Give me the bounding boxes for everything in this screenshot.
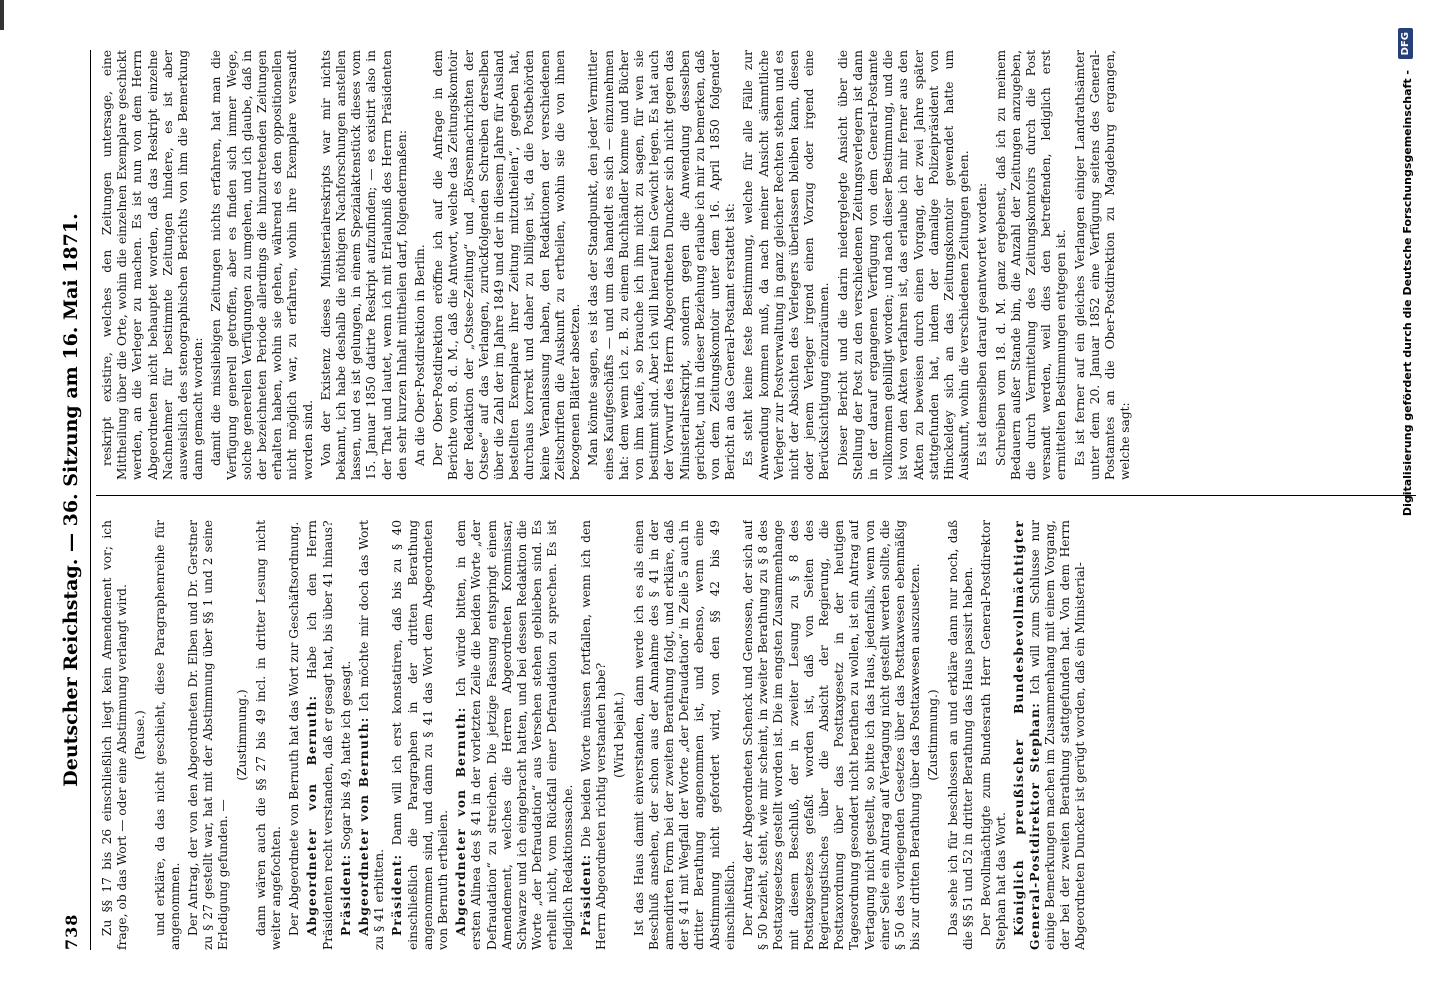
credit-text: Digitalisierung gefördert durch die Deutsche Forschungsgemeinschaft - bbox=[1401, 70, 1414, 517]
right-column bbox=[100, 50, 1400, 480]
speaker-name: Königlich preußischer Bundesbevollmächtigter General-Postdirektor Stephan: bbox=[1012, 520, 1042, 950]
body-paragraph: Der Abgeordnete von Bernuth hat das Wort zur Geschäftsordnung. bbox=[287, 521, 302, 936]
body-paragraph: Dieser Bericht und die darin niedergelegte Ansicht über die Stellung der Post zu den verschiedenen Zeitungsverlegern ist dann in der darauf ergangenen Verfügung von dem General-Postamte vollkommen gebilligt worden; und nach dieser Bestimmung, und die ist von den Akten verfahren ist, das erlaube ich mir ferner aus den Akten zu beweisen durch einen Vorgang, der zwei Jahre später stattgefunden hat, indem der damalige Polizeipräsident von Hinckeldey sich an das Zeitungskomtoir gewendet hatte um Auskunft, wohin die verschiedenen Zeitungen gehen. bbox=[835, 50, 972, 480]
speech-text: Dann will ich erst konstatiren, daß bis zu § 40 einschließlich die Paragraphen in der dritten Berathung angenommen sind, und dann zu § 41 das Wort dem Abgeordneten von Bernuth ertheilen. bbox=[390, 520, 451, 950]
speech-text: Die beiden Worte müssen fortfallen, wenn ich den Herrn Abgeordneten richtig verstanden habe? bbox=[578, 520, 609, 950]
speech-paragraph bbox=[357, 520, 387, 950]
speech-paragraph bbox=[454, 520, 576, 950]
page-header bbox=[60, 50, 91, 950]
body-paragraph: damit die missliebigen Zeitungen nichts erfahren, hat man die Verfügung generell getroffen, aber es finden sich immer Wege, solche generellen Verfügungen zu umgehen, und ich glaube, daß in der bezeichneten Periode allerdings die hinzutretenden Zeitungen erhalten haben, wohin sie gehen, während es den oppositionellen nicht möglich war, zu erfahren, wohin ihre Exemplare versandt worden sind. bbox=[209, 50, 315, 480]
speech-paragraph bbox=[305, 520, 335, 950]
body-paragraph: Der Antrag der Abgeordneten Schenck und Genossen, der sich auf § 50 bezieht, steht, wie mir scheint, in zweiter Berathung zu § 8 des Posttaxgesetzes gestellt worden ist. Die im engsten Zusammenhange mit diesem Beschluß, der in zweiter Lesung zu § 8 des Posttaxgesetzes gefaßt worden ist, daß von Seiten des Regierungstisches über die Absicht der Regierung, die Posttaxordnung über das Posttaxgesetz in der heutigen Tagesordnung gesondert nicht berathen zu wollen, ist ein Antrag auf Vertagung nicht gestellt, so bitte ich das Haus, jedenfalls, wenn von einer Seite ein Antrag auf Vertagung nicht gestellt werden sollte, die § 50 des vorliegenden Gesetzes über das Posttaxwesen ebenmäßig bis zur dritten Berathung über das Posttaxwesen auszusetzen. bbox=[740, 520, 923, 950]
speech-paragraph bbox=[390, 520, 451, 950]
body-paragraph: Es ist ferner auf ein gleiches Verlangen einiger Landrathsämter unter dem 20. Januar 1852 eine Verfügung seitens des General-Postamtes an die Ober-Postdirektion zu Magdeburg ergangen, welche sagt: bbox=[1072, 50, 1133, 480]
body-paragraph: Zu §§ 17 bis 26 einschließlich liegt kein Amendement vor; ich frage, ob das Wort — oder eine Abstimmung verlangt wird. bbox=[100, 520, 130, 950]
body-paragraph: Es ist demselben darauf geantwortet worden: bbox=[975, 182, 990, 466]
column-divider bbox=[96, 495, 1416, 496]
speaker-name: Abgeordneter von Bernuth: bbox=[357, 716, 372, 936]
body-paragraph: Der Ober-Postdirektion eröffne ich auf die Anfrage in dem Berichte vom 8. d. M., daß die Antwort, welche das Zeitungskomtoir der Redaktion der „Ostsee-Zeitung“ und „Börsennachrichten der Ostsee“ auf das Verlangen, zurückfolgenden Schreiben derselben über die Zahl der im Jahre 1849 und der in diesem Jahre für Ausland bestellten Exemplare ihrer Zeitung mitzutheilen“, gegeben hat, durchaus korrekt und daher zu billigen ist, da die Postbehörden keine Veranlassung haben, den Redaktionen der verschiedenen Zeitschriften die Auskunft zu ertheilen, wohin sie die von ihnen bezogenen Blätter absetzen. bbox=[431, 50, 583, 480]
stage-direction: (Zustimmung.) bbox=[234, 689, 249, 781]
body-paragraph: Der Antrag, der von den Abgeordneten Dr. Elben und Dr. Gerstner zu § 27 gestellt war, hat mit der Abstimmung über §§ 1 und 2 seine Erledigung gefunden. — bbox=[186, 520, 231, 950]
speech-paragraph bbox=[1012, 520, 1088, 950]
body-paragraph: Ist das Haus damit einverstanden, dann werde ich es als einen Beschluß ansehen, der schon aus der Annahme des § 41 in der amendirten Form bei der zweiten Berathung folgt, und erkläre, daß der § 41 mit Wegfall der Worte „der Defraudation“ in Zeile 5 auch in dritter Berathung angenommen ist, und ebenso, wenn eine Abstimmung nicht gefordert wird, von den §§ 42 bis 49 einschließlich. bbox=[631, 520, 737, 950]
speaker-name: Präsident: bbox=[338, 853, 353, 936]
body-paragraph: Der Bevollmächtigte zum Bundesrath Herr General-Postdirektor Stephan hat das Wort. bbox=[978, 520, 1009, 950]
body-paragraph: Es steht keine feste Bestimmung, welche für alle Fälle zur Anwendung kommen muß, da nach meiner Ansicht sämmtliche Verleger zur Postverwaltung in ganz gleicher Rechten stehen und es nicht der Absichten des Verlegers überlassen bleiben kann, diesen oder jenem Verleger irgend einen Vorzug oder irgend eine Berücksichtigung einzuräumen. bbox=[741, 50, 832, 480]
body-paragraph: reskript existire, welches den Zeitungen untersage, eine Mittheilung über die Orte, wohin die einzelnen Exemplare geschickt werden, an die Verleger zu machen. Es ist nun von dem Herrn Abgeordneten nicht behauptet worden, daß das Reskript einzelne Nachnehmer für bestimmte Zeitungen hindere, es ist aber ausweislich des stenographischen Berichts von ihm die Bemerkung dann gemacht worden: bbox=[100, 50, 206, 480]
speech-text: Habe ich den Herrn Präsidenten recht verstanden, daß er gesagt hat, bis über 41 hinaus? bbox=[305, 520, 335, 950]
left-column bbox=[100, 520, 1400, 950]
body-paragraph: Von der Existenz dieses Ministerialreskripts war mir nichts bekannt, ich habe deshalb die nöthigen Nachforschungen anstellen lassen, und es ist gelungen, in einem Spezialaktenstück dieses vom 15. Januar 1850 datirte Reskript aufzufinden; — es existirt also in der That und lautet, wenn ich mit Erlaubniß des Herrn Präsidenten den sehr kurzen Inhalt mittheilen darf, folgendermaßen: bbox=[318, 50, 409, 480]
dfg-logo: DFG bbox=[1398, 28, 1413, 59]
page-title: Deutscher Reichstag. — 36. Sitzung am 16. Mai 1871. bbox=[60, 213, 82, 787]
body-paragraph: Das sehe ich für beschlossen an und erkläre dann nur noch, daß die §§ 51 und 52 in dritter Berathung das Haus passirt haben. bbox=[945, 520, 975, 950]
body-paragraph: Schreiben vom 18. d. M. ganz ergebenst, daß ich zu meinem Bedauern außer Stande bin, die Anzahl der Zeitungen anzugeben, die durch Vermittelung des Zeitungskomtoirs durch die Post versandt werden, weil dies den betreffenden, lediglich erst ermittelten Bestimmungen entgegen ist. bbox=[993, 50, 1069, 480]
speech-text: Ich möchte mir doch das Wort zu § 41 erbitten. bbox=[357, 520, 387, 950]
speech-text: Sogar bis 49, hatte ich gesagt. bbox=[338, 660, 353, 850]
speech-paragraph bbox=[579, 520, 609, 950]
body-paragraph: An die Ober-Postdirektion in Berlin. bbox=[413, 244, 428, 466]
stage-direction: (Wird bejaht.) bbox=[612, 692, 627, 778]
speech-text: Ich würde bitten, in dem ersten Alinea des § 41 in der vorletzten Zeile die beiden Worte „der Defraudation“ zu streichen. Die jetzige Fassung entspringt einem Amendement, welches die Herren Abgeordneten Kommissar, Schwarze und ich eingebracht hatten, und bei dessen Redaktion die Worte „der Defraudation“ aus Versehen stehen geblieben sind. Es erhellt nicht, vom Rückfall einer Defraudation zu sprechen. Es ist lediglich Redaktionssache. bbox=[454, 520, 575, 950]
speaker-name: Präsident: bbox=[578, 853, 593, 936]
speaker-name: Abgeordneter von Bernuth: bbox=[454, 706, 469, 936]
body-paragraph: dann wären auch die §§ 27 bis 49 incl. in dritter Lesung nicht weiter angefochten. bbox=[253, 520, 284, 950]
body-paragraph: Man könnte sagen, es ist das der Standpunkt, den jeder Vermittler eines Kaufgeschäfts — und um das handelt es sich — einzunehmen hat: dem wenn ich z. B. zu einem Buchhändler komme und Bücher von ihm kaufe, so brauche ich ihm nicht zu sagen, für wen sie bestimmt sind. Aber ich will hierauf kein Gewicht legen. Es hat auch der Vorwurf des Herrn Abgeordneten Duncker sich nicht gegen das Ministerialreskript, sondern gegen die Anwendung desselben gerichtet, und in dieser Beziehung erlaube ich mir zu bemerken, daß von dem Zeitungskomtoir unter dem 16. April 1850 folgender Bericht an das General-Postamt erstattet ist: bbox=[586, 50, 738, 480]
scan-edge-mark bbox=[0, 0, 4, 30]
stage-direction: (Zustimmung.) bbox=[926, 689, 941, 781]
body-paragraph: und erkläre, da das nicht geschieht, diese Paragraphenreihe für angenommen. bbox=[152, 520, 182, 950]
speech-text: Ich will zum Schlusse nur einige Bemerkungen machen im Zusammenhang mit einem Vorgang, der bei der zweiten Berathung stattgefunden hat. Von dem Herrn Abgeordneten Duncker ist gerügt worden, daß ein Ministerial- bbox=[1027, 520, 1088, 950]
speaker-name: Abgeordneter von Bernuth: bbox=[305, 694, 320, 936]
digitization-credit bbox=[1398, 20, 1420, 980]
speech-paragraph bbox=[339, 520, 354, 950]
page-number: 738 bbox=[62, 913, 81, 950]
stage-direction: (Pause.) bbox=[133, 710, 148, 760]
speaker-name: Präsident: bbox=[390, 853, 405, 936]
